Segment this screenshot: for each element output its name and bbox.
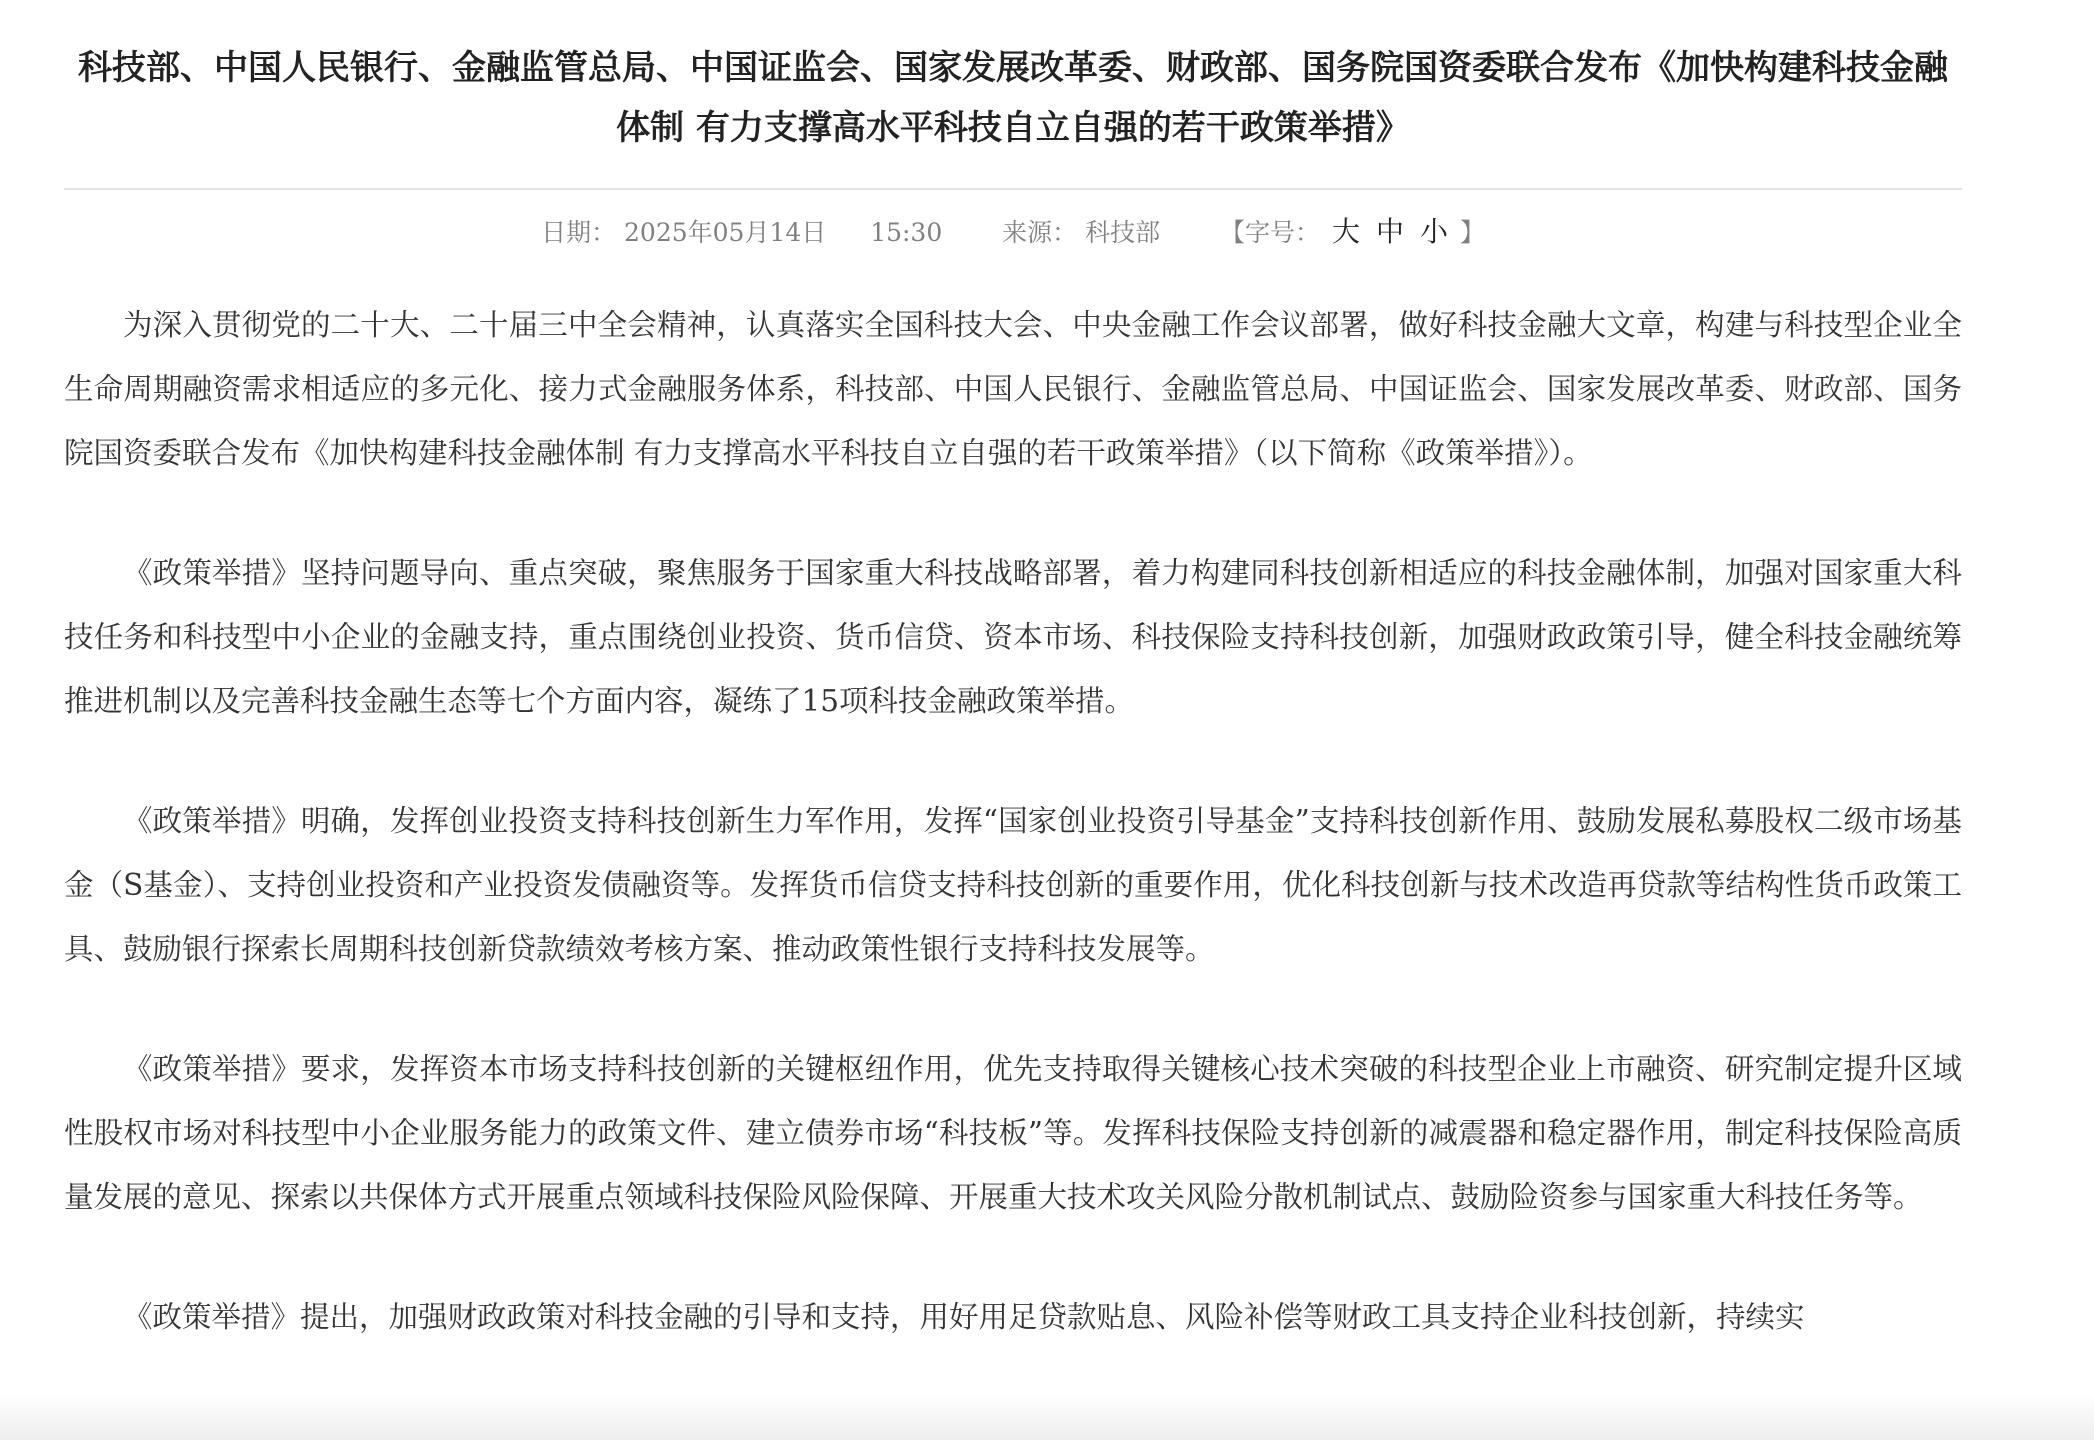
paragraph: 《政策举措》提出，加强财政政策对科技金融的引导和支持，用好用足贷款贴息、风险补偿等财政工具支持企业科技创新，持续实 bbox=[123, 1300, 1805, 1334]
paragraph: 《政策举措》坚持问题导向、重点突破，聚焦服务于国家重大科技战略部署，着力构建同科技创新相适应的科技金融体制，加强对国家重大科技任务和科技型中小企业的金融支持，重点围绕创业投资、货币信贷、资本市场、科技保险支持科技创新，加强财政政策引导，健全科技金融统筹推进机制以及完善科技金融生态等七个方面内容，凝练了15项科技金融政策举措。 bbox=[64, 556, 1962, 718]
time-value: 15:30 bbox=[870, 218, 943, 247]
paragraph: 《政策举措》要求，发挥资本市场支持科技创新的关键枢纽作用，优先支持取得关键核心技术突破的科技型企业上市融资、研究制定提升区域性股权市场对科技型中小企业服务能力的政策文件、建立债券市场“科技板”等。发挥科技保险支持创新的减震器和稳定器作用，制定科技保险高质量发展的意见、探索以共保体方式开展重点领域科技保险风险保障、开展重大技术攻关风险分散机制试点、鼓励险资参与国家重大科技任务等。 bbox=[64, 1052, 1962, 1214]
source-value: 科技部 bbox=[1085, 218, 1161, 247]
paragraph: 为深入贯彻党的二十大、二十届三中全会精神，认真落实全国科技大会、中央金融工作会议部署，做好科技金融大文章，构建与科技型企业全生命周期融资需求相适应的多元化、接力式金融服务体系，科技部、中国人民银行、金融监管总局、中国证监会、国家发展改革委、财政部、国务院国资委联合发布《加快构建科技金融体制 有力支撑高水平科技自立自强的若干政策举措》（以下简称《政策举措》）。 bbox=[64, 308, 1962, 470]
article-title: 科技部、中国人民银行、金融监管总局、中国证监会、国家发展改革委、财政部、国务院国资委联合发布《加快构建科技金融体制 有力支撑高水平科技自立自强的若干政策举措》 bbox=[78, 48, 1948, 148]
article-meta bbox=[64, 212, 1962, 253]
title-divider bbox=[64, 188, 1962, 190]
fontsize-large-button[interactable]: 大 bbox=[1332, 215, 1361, 248]
fontsize-small-button[interactable]: 小 bbox=[1419, 215, 1448, 248]
source-label: 来源： bbox=[1002, 218, 1078, 247]
fontsize-medium-button[interactable]: 中 bbox=[1375, 215, 1404, 248]
date-label: 日期： bbox=[541, 218, 617, 247]
fontsize-label: 【字号： bbox=[1220, 218, 1321, 247]
fontsize-close: 】 bbox=[1459, 218, 1485, 247]
bottom-fade bbox=[0, 1394, 2094, 1440]
paragraph: 《政策举措》明确，发挥创业投资支持科技创新生力军作用，发挥“国家创业投资引导基金”支持科技创新作用、鼓励发展私募股权二级市场基金（S基金）、支持创业投资和产业投资发债融资等。发挥货币信贷支持科技创新的重要作用，优化科技创新与技术改造再贷款等结构性货币政策工具、鼓励银行探索长周期科技创新贷款绩效考核方案、推动政策性银行支持科技发展等。 bbox=[64, 804, 1962, 966]
date-value: 2025年05月14日 bbox=[624, 218, 827, 247]
article-body bbox=[64, 293, 1962, 1349]
article bbox=[64, 0, 1962, 1405]
